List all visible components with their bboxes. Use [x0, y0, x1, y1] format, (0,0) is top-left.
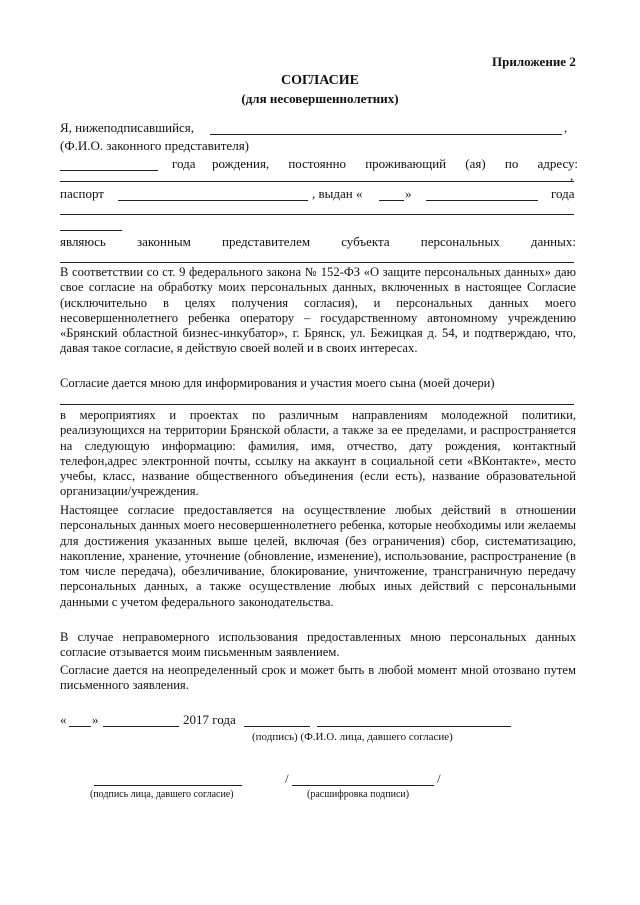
- sign-month-line: [103, 726, 179, 727]
- child-name-line: [60, 404, 574, 405]
- passport-label: паспорт: [60, 186, 104, 201]
- sign-day-line: [69, 726, 91, 727]
- decode-slash-right: /: [437, 771, 441, 786]
- decode-caption: (расшифровка подписи): [307, 789, 410, 800]
- passport-number-line: [118, 200, 308, 201]
- paragraph-purpose: Согласие дается мною для информирования и участия моего сына (моей дочери): [60, 376, 495, 390]
- address-label: рождения, постоянно проживающий (ая) по адресу:: [212, 156, 578, 171]
- bottom-signature-line: [94, 785, 242, 786]
- date-close-quote: »: [92, 712, 99, 727]
- appendix-label: Приложение 2: [492, 54, 576, 69]
- rep-word-5: персональных: [420, 234, 500, 249]
- rep-word-4: субъекта: [341, 234, 390, 249]
- comma-mark: ,: [564, 120, 568, 135]
- address-line: [60, 181, 574, 182]
- rep-word-3: представителем: [221, 234, 311, 249]
- rep-name-line: [210, 134, 562, 135]
- year-word-label: года: [551, 186, 575, 201]
- sign-fio-line: [317, 726, 511, 727]
- birth-year-line: [60, 170, 158, 171]
- paragraph-actions: Настоящее согласие предоставляется на осуществление любых действий в отношении персональных данных моего несовершеннолетнего ребенка, которые необходимы или желаемы для достижения указанных выше целей, включая (без ограничения) сбор, систематизацию, накопление, хранение, уточнение (обновление, изменение), использование, распространение (в том числе передача), обезличивание, блокирование, уничтожение, трансграничную передачу персональных данных, а также осуществление любых иных действий с персональными данными с учетом федерального законодательства.: [60, 503, 576, 609]
- paragraph-information-scope: в мероприятиях и проектах по различным направлениям молодежной политики, реализующихся на территории Брянской области, а также за ее пределами, и распространяется на следующую информацию: фамилия, имя, отчество, дату рождения, контактный телефон,адрес электронной почты, ссылку на аккаунт в социальной сети «ВКонтакте», место учебы, класс, название общественного объединения (если есть), название образовательной организации/учреждения.: [60, 408, 576, 499]
- issued-label: , выдан «: [312, 186, 363, 201]
- representative-statement: [60, 234, 576, 250]
- comma-mark-2: ,: [570, 168, 574, 183]
- issued-close-quote: »: [405, 186, 412, 201]
- bottom-signature-caption: (подпись лица, давшего согласие): [90, 789, 234, 800]
- issued-by-line-2: [60, 230, 122, 231]
- paragraph-legal-basis: В соответствии со ст. 9 федерального закона № 152-ФЗ «О защите персональных данных» даю свое согласие на обработку моих персональных данных, включенных в настоящее Согласие (исключительно в целях получения согласия), и персональных данных моего несовершеннолетнего ребенка оператору – государственному автономному учреждению «Брянский областной бизнес-инкубатор», г. Брянск, ул. Бежицкая д. 54, и подтверждаю, что, давая такое согласие, я действую своей волей и в своих интересах.: [60, 265, 576, 356]
- decode-slash-left: /: [285, 771, 289, 786]
- subject-name-line: [60, 262, 574, 263]
- rep-word-2: законным: [136, 234, 191, 249]
- sign-caption: (подпись) (Ф.И.О. лица, давшего согласие): [252, 731, 453, 743]
- date-open-quote: «: [60, 712, 67, 727]
- rep-word-1: являюсь: [60, 234, 106, 249]
- document-subtitle: (для несовершеннолетних): [241, 91, 399, 106]
- undersigned-label: Я, нижеподписавшийся,: [60, 120, 195, 135]
- rep-word-6: данных:: [530, 234, 576, 249]
- issued-by-line-1: [60, 214, 574, 215]
- rep-fio-caption: (Ф.И.О. законного представителя): [60, 138, 250, 153]
- paragraph-revocation: В случае неправомерного использования предоставленных мною персональных данных согласие отзывается моим письменным заявлением.: [60, 630, 576, 660]
- sign-year-text: 2017 года: [183, 712, 236, 727]
- issued-month-line: [426, 200, 538, 201]
- decode-line: [292, 785, 434, 786]
- birth-year-label: года: [172, 156, 196, 171]
- document-title: СОГЛАСИЕ: [281, 73, 359, 88]
- sign-signature-line: [244, 726, 310, 727]
- issued-day-line: [379, 200, 404, 201]
- paragraph-term: Согласие дается на неопределенный срок и может быть в любой момент мной отозвано путем письменного заявления.: [60, 663, 576, 693]
